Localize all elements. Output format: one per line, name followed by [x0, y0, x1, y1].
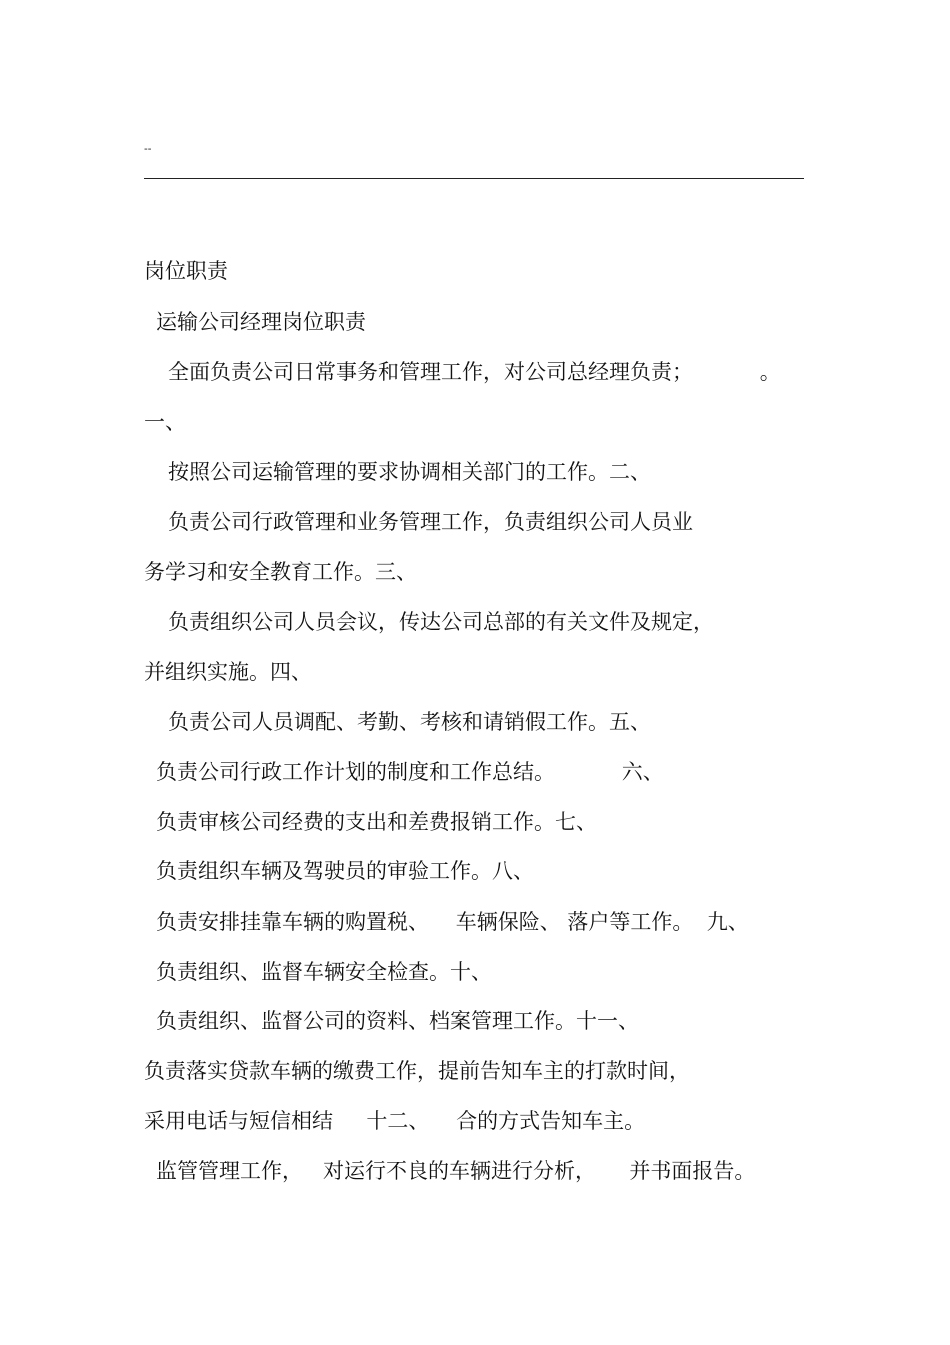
document-heading: 岗位职责 [144, 259, 228, 283]
paragraph-line: 全面负责公司日常事务和管理工作，对公司总经理负责； 。 [168, 360, 781, 384]
paragraph-line: 负责安排挂靠车辆的购置税、 车辆保险、 落户等工作。 九、 [156, 910, 749, 934]
header-mark: -- [144, 142, 152, 155]
paragraph-line: 并组织实施。四、 [144, 660, 312, 684]
paragraph-line: 负责公司行政工作计划的制度和工作总结。 六、 [156, 760, 664, 784]
paragraph-line: 按照公司运输管理的要求协调相关部门的工作。二、 [168, 460, 651, 484]
paragraph-line: 采用电话与短信相结 十二、 合的方式告知车主。 [144, 1109, 646, 1133]
paragraph-line: 负责公司行政管理和业务管理工作，负责组织公司人员业 [168, 510, 693, 534]
document-subtitle: 运输公司经理岗位职责 [156, 310, 366, 334]
paragraph-line: 监管管理工作， 对运行不良的车辆进行分析， 并书面报告。 [156, 1159, 756, 1183]
paragraph-line: 务学习和安全教育工作。三、 [144, 560, 417, 584]
paragraph-line: 负责公司人员调配、考勤、考核和请销假工作。五、 [168, 710, 651, 734]
paragraph-line: 负责组织、监督车辆安全检查。十、 [156, 960, 492, 984]
paragraph-line: 一、 [144, 410, 186, 434]
paragraph-line: 负责组织车辆及驾驶员的审验工作。八、 [156, 859, 534, 883]
paragraph-line: 负责组织公司人员会议，传达公司总部的有关文件及规定， [168, 610, 714, 634]
paragraph-line: 负责落实贷款车辆的缴费工作，提前告知车主的打款时间， [144, 1059, 690, 1083]
paragraph-line: 负责组织、监督公司的资料、档案管理工作。十一、 [156, 1009, 639, 1033]
header-rule [144, 178, 804, 179]
paragraph-line: 负责审核公司经费的支出和差费报销工作。七、 [156, 810, 597, 834]
